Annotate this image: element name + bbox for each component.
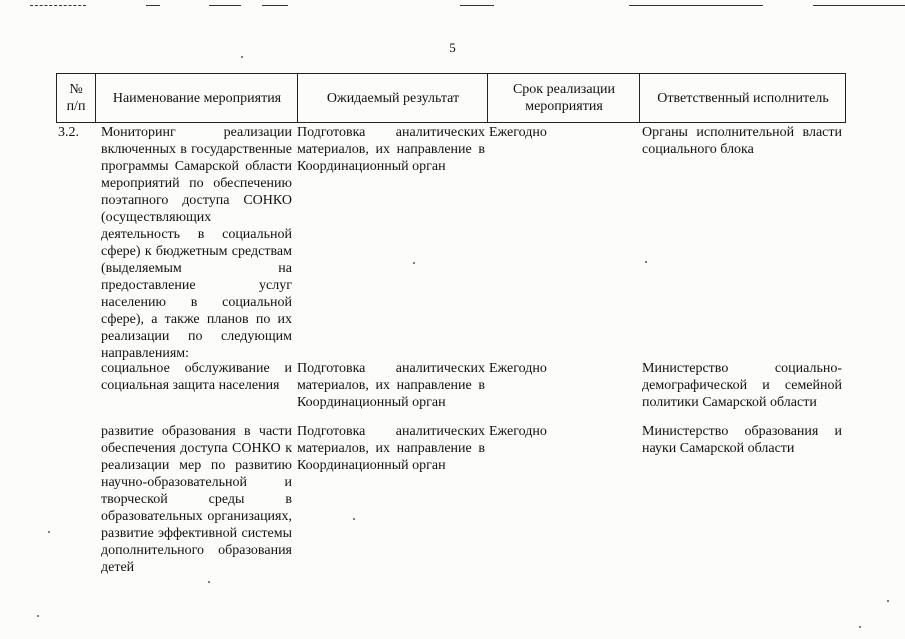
- column-divider: [487, 74, 488, 122]
- header-executor: Ответственный исполнитель: [657, 90, 829, 106]
- header-term: Срок реализации мероприятия: [512, 82, 616, 114]
- header-event-name: Наименование мероприятия: [112, 90, 282, 106]
- column-divider: [297, 74, 298, 122]
- header-expected-result: Ожидаемый результат: [326, 90, 460, 106]
- header-rule: [629, 5, 763, 6]
- event-name: Мониторинг реализации включенных в государственные программы Самарской области мероприятий по обеспечению поэтапного доступа СОНКО (осуществляющих деятельность в социальной сфере) к бюджетным средствам (выделяемым на предоставление услуг населению в социальной сфере), а также планов по их реализации по следующим направлениям:: [101, 125, 292, 361]
- header-rule: [209, 5, 241, 6]
- scan-speck: [37, 615, 39, 617]
- scan-speck: [353, 518, 355, 520]
- term: Ежегодно: [489, 361, 547, 376]
- scan-speck: [208, 581, 210, 583]
- executor: Министерство образования и науки Самарской области: [642, 424, 842, 456]
- header-rule: [30, 5, 86, 6]
- header-rule: [813, 5, 905, 6]
- column-divider: [95, 74, 96, 122]
- table-header: [56, 73, 846, 123]
- term: Ежегодно: [489, 424, 547, 439]
- expected-result: Подготовка аналитических материалов, их направление в Координационный орган: [297, 361, 485, 410]
- executor: Органы исполнительной власти социального блока: [642, 125, 842, 157]
- scan-speck: [645, 261, 647, 263]
- header-rule: [146, 5, 160, 6]
- column-divider: [639, 74, 640, 122]
- scan-speck: [887, 600, 889, 602]
- scan-speck: [413, 262, 415, 264]
- expected-result: Подготовка аналитических материалов, их направление в Координационный орган: [297, 424, 485, 473]
- header-number: № п/п: [66, 82, 86, 114]
- event-name: социальное обслуживание и социальная защита населения: [101, 361, 292, 393]
- scan-speck: [859, 626, 861, 628]
- scan-speck: [241, 56, 243, 58]
- event-name: развитие образования в части обеспечения доступа СОНКО к реализации мер по развитию научно-образовательной и творческой среды в образовательных организациях, развитие эффективной системы дополнительного образования детей: [101, 424, 292, 575]
- header-rule: [460, 5, 494, 6]
- row-number: 3.2.: [58, 125, 79, 140]
- header-rule: [262, 5, 288, 6]
- page-number: 5: [449, 40, 456, 55]
- executor: Министерство социально-демографической и семейной политики Самарской области: [642, 361, 842, 410]
- term: Ежегодно: [489, 125, 547, 140]
- expected-result: Подготовка аналитических материалов, их направление в Координационный орган: [297, 125, 485, 174]
- scan-speck: [48, 531, 50, 533]
